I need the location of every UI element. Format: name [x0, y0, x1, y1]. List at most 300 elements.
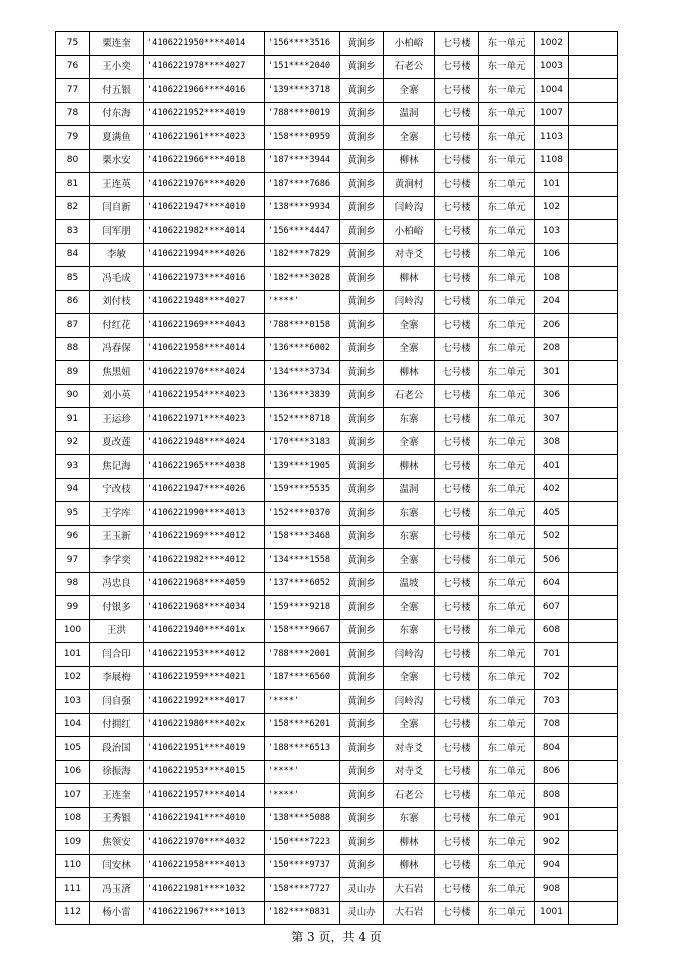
table-row: [56, 102, 618, 126]
row-number-cell: 79: [56, 126, 90, 150]
unit-cell: 东二单元: [479, 290, 535, 314]
table-row: [56, 596, 618, 620]
township-cell: 灵山办: [340, 901, 384, 925]
township-cell: 黄涧乡: [340, 619, 384, 643]
unit-cell: 东二单元: [479, 760, 535, 784]
row-number-cell: 90: [56, 384, 90, 408]
room-number-cell: 502: [535, 525, 569, 549]
village-cell: 东寨: [384, 408, 435, 432]
room-number-cell: 402: [535, 478, 569, 502]
id-number-cell: '4106221958****4014: [144, 337, 265, 361]
village-cell: 柳林: [384, 831, 435, 855]
resident-name-cell: 王小奕: [90, 55, 144, 79]
village-cell: 石老公: [384, 784, 435, 808]
id-number-cell: '4106221947****4026: [144, 478, 265, 502]
id-number-cell: '4106221966****4018: [144, 149, 265, 173]
resident-name-cell: 徐振海: [90, 760, 144, 784]
phone-number-cell: '139****1905: [265, 455, 340, 479]
remark-cell: [569, 267, 618, 291]
table-row: [56, 525, 618, 549]
phone-number-cell: '187****6560: [265, 666, 340, 690]
village-cell: 对寺爻: [384, 243, 435, 267]
remark-cell: [569, 878, 618, 902]
phone-number-cell: '136****3839: [265, 384, 340, 408]
township-cell: 黄涧乡: [340, 572, 384, 596]
township-cell: 黄涧乡: [340, 455, 384, 479]
resident-name-cell: 焦黑妞: [90, 361, 144, 385]
remark-cell: [569, 149, 618, 173]
resident-name-cell: 付银多: [90, 596, 144, 620]
building-cell: 七号楼: [435, 713, 479, 737]
id-number-cell: '4106221961****4023: [144, 126, 265, 150]
room-number-cell: 703: [535, 690, 569, 714]
village-cell: 柳林: [384, 149, 435, 173]
village-cell: 闫岭沟: [384, 643, 435, 667]
phone-number-cell: '170****3183: [265, 431, 340, 455]
village-cell: 石老公: [384, 55, 435, 79]
village-cell: 东寨: [384, 525, 435, 549]
phone-number-cell: '****': [265, 690, 340, 714]
phone-number-cell: '****': [265, 784, 340, 808]
phone-number-cell: '****': [265, 290, 340, 314]
room-number-cell: 804: [535, 737, 569, 761]
room-number-cell: 208: [535, 337, 569, 361]
resident-name-cell: 李敏: [90, 243, 144, 267]
row-number-cell: 80: [56, 149, 90, 173]
township-cell: 黄涧乡: [340, 361, 384, 385]
phone-number-cell: '788****0158: [265, 314, 340, 338]
building-cell: 七号楼: [435, 878, 479, 902]
id-number-cell: '4106221969****4012: [144, 525, 265, 549]
row-number-cell: 99: [56, 596, 90, 620]
unit-cell: 东二单元: [479, 525, 535, 549]
row-number-cell: 87: [56, 314, 90, 338]
resident-name-cell: 冯毛成: [90, 267, 144, 291]
remark-cell: [569, 173, 618, 197]
resident-name-cell: 王运珍: [90, 408, 144, 432]
building-cell: 七号楼: [435, 102, 479, 126]
room-number-cell: 101: [535, 173, 569, 197]
room-number-cell: 1004: [535, 79, 569, 103]
unit-cell: 东二单元: [479, 784, 535, 808]
phone-number-cell: '158****6201: [265, 713, 340, 737]
unit-cell: 东二单元: [479, 690, 535, 714]
village-cell: 闫岭沟: [384, 290, 435, 314]
room-number-cell: 1001: [535, 901, 569, 925]
building-cell: 七号楼: [435, 478, 479, 502]
building-cell: 七号楼: [435, 337, 479, 361]
resident-name-cell: 栗连奎: [90, 32, 144, 56]
id-number-cell: '4106221950****4014: [144, 32, 265, 56]
phone-number-cell: '139****3718: [265, 79, 340, 103]
unit-cell: 东一单元: [479, 55, 535, 79]
row-number-cell: 85: [56, 267, 90, 291]
township-cell: 黄涧乡: [340, 126, 384, 150]
unit-cell: 东二单元: [479, 831, 535, 855]
id-number-cell: '4106221953****4012: [144, 643, 265, 667]
building-cell: 七号楼: [435, 196, 479, 220]
village-cell: 大石岩: [384, 901, 435, 925]
unit-cell: 东二单元: [479, 361, 535, 385]
remark-cell: [569, 690, 618, 714]
phone-number-cell: '158****7727: [265, 878, 340, 902]
unit-cell: 东一单元: [479, 102, 535, 126]
township-cell: 黄涧乡: [340, 713, 384, 737]
resident-name-cell: 段治国: [90, 737, 144, 761]
phone-number-cell: '152****0370: [265, 502, 340, 526]
page-footer: 第 3 页，共 4 页: [291, 930, 382, 944]
village-cell: 对寺爻: [384, 760, 435, 784]
township-cell: 黄涧乡: [340, 196, 384, 220]
building-cell: 七号楼: [435, 79, 479, 103]
table-row: [56, 549, 618, 573]
township-cell: 黄涧乡: [340, 737, 384, 761]
phone-number-cell: '134****3734: [265, 361, 340, 385]
row-number-cell: 95: [56, 502, 90, 526]
resident-name-cell: 付五银: [90, 79, 144, 103]
phone-number-cell: '158****9667: [265, 619, 340, 643]
room-number-cell: 708: [535, 713, 569, 737]
unit-cell: 东二单元: [479, 643, 535, 667]
room-number-cell: 204: [535, 290, 569, 314]
building-cell: 七号楼: [435, 901, 479, 925]
id-number-cell: '4106221973****4016: [144, 267, 265, 291]
phone-number-cell: '182****3028: [265, 267, 340, 291]
remark-cell: [569, 290, 618, 314]
room-number-cell: 106: [535, 243, 569, 267]
room-number-cell: 702: [535, 666, 569, 690]
id-number-cell: '4106221951****4019: [144, 737, 265, 761]
remark-cell: [569, 807, 618, 831]
township-cell: 黄涧乡: [340, 666, 384, 690]
township-cell: 黄涧乡: [340, 290, 384, 314]
phone-number-cell: '138****9934: [265, 196, 340, 220]
township-cell: 黄涧乡: [340, 431, 384, 455]
township-cell: 黄涧乡: [340, 831, 384, 855]
unit-cell: 东二单元: [479, 807, 535, 831]
resident-name-cell: 王洪: [90, 619, 144, 643]
building-cell: 七号楼: [435, 149, 479, 173]
resident-name-cell: 杨小雷: [90, 901, 144, 925]
building-cell: 七号楼: [435, 243, 479, 267]
row-number-cell: 102: [56, 666, 90, 690]
village-cell: 对寺爻: [384, 737, 435, 761]
row-number-cell: 91: [56, 408, 90, 432]
remark-cell: [569, 596, 618, 620]
table-row: [56, 243, 618, 267]
row-number-cell: 82: [56, 196, 90, 220]
township-cell: 黄涧乡: [340, 760, 384, 784]
resident-name-cell: 焦记海: [90, 455, 144, 479]
resident-name-cell: 闫安林: [90, 854, 144, 878]
unit-cell: 东一单元: [479, 149, 535, 173]
room-number-cell: 1003: [535, 55, 569, 79]
id-number-cell: '4106221969****4043: [144, 314, 265, 338]
row-number-cell: 77: [56, 79, 90, 103]
id-number-cell: '4106221968****4059: [144, 572, 265, 596]
building-cell: 七号楼: [435, 267, 479, 291]
row-number-cell: 101: [56, 643, 90, 667]
village-cell: 温洞: [384, 102, 435, 126]
resident-name-cell: 刘小英: [90, 384, 144, 408]
remark-cell: [569, 79, 618, 103]
township-cell: 黄涧乡: [340, 267, 384, 291]
resident-name-cell: 夏满鱼: [90, 126, 144, 150]
row-number-cell: 96: [56, 525, 90, 549]
building-cell: 七号楼: [435, 596, 479, 620]
village-cell: 全寨: [384, 126, 435, 150]
remark-cell: [569, 713, 618, 737]
row-number-cell: 98: [56, 572, 90, 596]
remark-cell: [569, 854, 618, 878]
room-number-cell: 806: [535, 760, 569, 784]
building-cell: 七号楼: [435, 549, 479, 573]
row-number-cell: 92: [56, 431, 90, 455]
unit-cell: 东一单元: [479, 126, 535, 150]
building-cell: 七号楼: [435, 760, 479, 784]
table-row: [56, 384, 618, 408]
row-number-cell: 103: [56, 690, 90, 714]
phone-number-cell: '788****2001: [265, 643, 340, 667]
village-cell: 东寨: [384, 807, 435, 831]
room-number-cell: 103: [535, 220, 569, 244]
phone-number-cell: '137****6052: [265, 572, 340, 596]
unit-cell: 东二单元: [479, 196, 535, 220]
township-cell: 黄涧乡: [340, 220, 384, 244]
phone-number-cell: '152****8718: [265, 408, 340, 432]
room-number-cell: 902: [535, 831, 569, 855]
village-cell: 柳林: [384, 361, 435, 385]
row-number-cell: 97: [56, 549, 90, 573]
unit-cell: 东一单元: [479, 79, 535, 103]
room-number-cell: 608: [535, 619, 569, 643]
resident-name-cell: 李展梅: [90, 666, 144, 690]
township-cell: 黄涧乡: [340, 643, 384, 667]
roster-table: [55, 31, 618, 925]
resident-name-cell: 冯春保: [90, 337, 144, 361]
building-cell: 七号楼: [435, 314, 479, 338]
township-cell: 黄涧乡: [340, 173, 384, 197]
resident-name-cell: 付红花: [90, 314, 144, 338]
room-number-cell: 308: [535, 431, 569, 455]
unit-cell: 东二单元: [479, 455, 535, 479]
building-cell: 七号楼: [435, 854, 479, 878]
remark-cell: [569, 102, 618, 126]
id-number-cell: '4106221947****4010: [144, 196, 265, 220]
id-number-cell: '4106221967****1013: [144, 901, 265, 925]
phone-number-cell: '134****1558: [265, 549, 340, 573]
village-cell: 东寨: [384, 502, 435, 526]
village-cell: 小柏峪: [384, 220, 435, 244]
room-number-cell: 1007: [535, 102, 569, 126]
township-cell: 黄涧乡: [340, 337, 384, 361]
remark-cell: [569, 760, 618, 784]
township-cell: 灵山办: [340, 878, 384, 902]
resident-name-cell: 闫军朋: [90, 220, 144, 244]
village-cell: 全寨: [384, 596, 435, 620]
village-cell: 温坡: [384, 572, 435, 596]
room-number-cell: 701: [535, 643, 569, 667]
room-number-cell: 901: [535, 807, 569, 831]
resident-name-cell: 王连英: [90, 173, 144, 197]
building-cell: 七号楼: [435, 572, 479, 596]
phone-number-cell: '150****7223: [265, 831, 340, 855]
remark-cell: [569, 525, 618, 549]
building-cell: 七号楼: [435, 525, 479, 549]
id-number-cell: '4106221976****4020: [144, 173, 265, 197]
id-number-cell: '4106221952****4019: [144, 102, 265, 126]
remark-cell: [569, 478, 618, 502]
remark-cell: [569, 243, 618, 267]
village-cell: 柳林: [384, 455, 435, 479]
room-number-cell: 808: [535, 784, 569, 808]
row-number-cell: 110: [56, 854, 90, 878]
village-cell: 全寨: [384, 431, 435, 455]
table-row: [56, 431, 618, 455]
township-cell: 黄涧乡: [340, 384, 384, 408]
resident-name-cell: 付东海: [90, 102, 144, 126]
township-cell: 黄涧乡: [340, 243, 384, 267]
row-number-cell: 94: [56, 478, 90, 502]
id-number-cell: '4106221990****4013: [144, 502, 265, 526]
row-number-cell: 81: [56, 173, 90, 197]
building-cell: 七号楼: [435, 737, 479, 761]
id-number-cell: '4106221970****4032: [144, 831, 265, 855]
table-row: [56, 455, 618, 479]
table-row: [56, 196, 618, 220]
table-row: [56, 878, 618, 902]
remark-cell: [569, 126, 618, 150]
unit-cell: 东二单元: [479, 431, 535, 455]
table-row: [56, 784, 618, 808]
township-cell: 黄涧乡: [340, 690, 384, 714]
room-number-cell: 102: [535, 196, 569, 220]
remark-cell: [569, 384, 618, 408]
table-row: [56, 55, 618, 79]
unit-cell: 东二单元: [479, 901, 535, 925]
id-number-cell: '4106221994****4026: [144, 243, 265, 267]
unit-cell: 东二单元: [479, 243, 535, 267]
township-cell: 黄涧乡: [340, 478, 384, 502]
room-number-cell: 401: [535, 455, 569, 479]
table-row: [56, 666, 618, 690]
room-number-cell: 607: [535, 596, 569, 620]
resident-name-cell: 焦领安: [90, 831, 144, 855]
village-cell: 全寨: [384, 713, 435, 737]
remark-cell: [569, 502, 618, 526]
village-cell: 大石岩: [384, 878, 435, 902]
remark-cell: [569, 784, 618, 808]
table-row: [56, 173, 618, 197]
village-cell: 闫岭沟: [384, 196, 435, 220]
village-cell: 东寨: [384, 619, 435, 643]
phone-number-cell: '788****0019: [265, 102, 340, 126]
remark-cell: [569, 408, 618, 432]
row-number-cell: 89: [56, 361, 90, 385]
table-row: [56, 619, 618, 643]
row-number-cell: 112: [56, 901, 90, 925]
id-number-cell: '4106221941****4010: [144, 807, 265, 831]
id-number-cell: '4106221992****4017: [144, 690, 265, 714]
phone-number-cell: '156****3516: [265, 32, 340, 56]
row-number-cell: 83: [56, 220, 90, 244]
township-cell: 黄涧乡: [340, 596, 384, 620]
row-number-cell: 111: [56, 878, 90, 902]
village-cell: 黄涧村: [384, 173, 435, 197]
row-number-cell: 107: [56, 784, 90, 808]
id-number-cell: '4106221980****402x: [144, 713, 265, 737]
unit-cell: 东二单元: [479, 549, 535, 573]
row-number-cell: 78: [56, 102, 90, 126]
id-number-cell: '4106221940****401x: [144, 619, 265, 643]
table-row: [56, 126, 618, 150]
row-number-cell: 75: [56, 32, 90, 56]
id-number-cell: '4106221978****4027: [144, 55, 265, 79]
row-number-cell: 93: [56, 455, 90, 479]
remark-cell: [569, 737, 618, 761]
phone-number-cell: '187****7686: [265, 173, 340, 197]
id-number-cell: '4106221970****4024: [144, 361, 265, 385]
building-cell: 七号楼: [435, 807, 479, 831]
table-row: [56, 79, 618, 103]
village-cell: 柳林: [384, 854, 435, 878]
table-row: [56, 713, 618, 737]
phone-number-cell: '187****3944: [265, 149, 340, 173]
table-row: [56, 737, 618, 761]
room-number-cell: 506: [535, 549, 569, 573]
remark-cell: [569, 455, 618, 479]
building-cell: 七号楼: [435, 361, 479, 385]
resident-name-cell: 夏改莲: [90, 431, 144, 455]
id-number-cell: '4106221957****4014: [144, 784, 265, 808]
building-cell: 七号楼: [435, 408, 479, 432]
row-number-cell: 105: [56, 737, 90, 761]
remark-cell: [569, 32, 618, 56]
village-cell: 全寨: [384, 314, 435, 338]
unit-cell: 东二单元: [479, 478, 535, 502]
resident-name-cell: 王连奎: [90, 784, 144, 808]
unit-cell: 东二单元: [479, 619, 535, 643]
township-cell: 黄涧乡: [340, 79, 384, 103]
remark-cell: [569, 337, 618, 361]
building-cell: 七号楼: [435, 55, 479, 79]
id-number-cell: '4106221953****4015: [144, 760, 265, 784]
resident-name-cell: 冯玉済: [90, 878, 144, 902]
resident-name-cell: 李学奕: [90, 549, 144, 573]
room-number-cell: 604: [535, 572, 569, 596]
village-cell: 小柏峪: [384, 32, 435, 56]
village-cell: 全寨: [384, 666, 435, 690]
remark-cell: [569, 831, 618, 855]
unit-cell: 东二单元: [479, 713, 535, 737]
unit-cell: 东二单元: [479, 596, 535, 620]
building-cell: 七号楼: [435, 290, 479, 314]
village-cell: 全寨: [384, 79, 435, 103]
unit-cell: 东二单元: [479, 337, 535, 361]
roster-table-body: [56, 32, 618, 925]
building-cell: 七号楼: [435, 619, 479, 643]
building-cell: 七号楼: [435, 431, 479, 455]
township-cell: 黄涧乡: [340, 314, 384, 338]
row-number-cell: 76: [56, 55, 90, 79]
row-number-cell: 104: [56, 713, 90, 737]
id-number-cell: '4106221971****4023: [144, 408, 265, 432]
remark-cell: [569, 220, 618, 244]
row-number-cell: 100: [56, 619, 90, 643]
building-cell: 七号楼: [435, 643, 479, 667]
table-row: [56, 643, 618, 667]
id-number-cell: '4106221982****4012: [144, 549, 265, 573]
